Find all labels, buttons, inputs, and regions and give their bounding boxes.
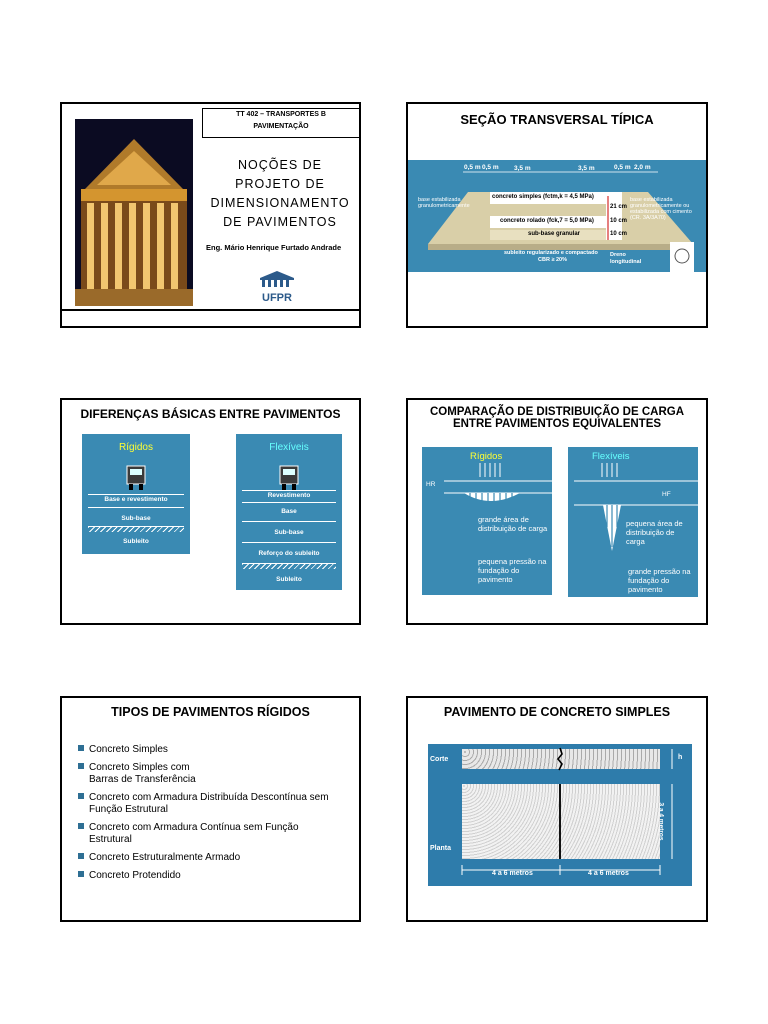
slide2-title: SEÇÃO TRANSVERSAL TÍPICA [460,112,654,127]
planta-label: Planta [430,845,452,852]
dim-5: 0,5 m [614,164,631,171]
flex-load-heading: Flexíveis [592,451,630,462]
rigid-heading: Rígidos [119,442,153,453]
list-item: Concreto Protendido [78,870,181,881]
truck-icon [126,464,146,492]
hr-label: HR [426,481,436,488]
rigid-layer-1: Base e revestimento [104,496,168,503]
rigid-layer-3: Subleito [123,538,149,545]
t2-label: 10 cm [610,218,628,224]
slide3-title: DIFERENÇAS BÁSICAS ENTRE PAVIMENTOS [80,407,341,421]
building-illustration [75,119,193,306]
list-item: Concreto com Armadura Distribuída Descontínua sem Função Estrutural [78,792,329,816]
dim-2: 0,5 m [482,164,499,171]
list-item: Concreto Estruturalmente Armado [78,852,240,863]
flex-load-panel [568,447,698,597]
rigid-load-heading: Rígidos [470,451,503,462]
left-note: base estabilizada granulometricamente [418,197,470,209]
slide4-title: COMPARAÇÃO DE DISTRIBUIÇÃO DE CARGA ENTRE PAVIMENTOS EQUIVALENTES [429,406,685,430]
flex-panel [236,434,342,590]
slide-cross-section [406,102,708,328]
bullet-icon [78,793,84,799]
slide-title [60,102,361,328]
dim-3: 3,5 m [514,165,531,172]
slide-basic-differences [60,398,361,625]
list-item: Concreto Simples [78,744,168,755]
flex-area-text: pequena área de distribuição de carga [626,519,683,546]
cbr-label: CBR ≥ 20% [538,257,567,263]
footer-bar [62,309,359,311]
flex-pressure-text: grande pressão na fundação do pavimento [628,567,691,594]
layer-1-label: concreto simples (fctm,k = 4,5 MPa) [492,194,594,200]
t3-label: 10 cm [610,231,628,237]
corte-label: Corte [430,756,449,763]
hf-label: HF [662,491,671,498]
thickness-label: h [678,754,683,761]
subgrade-hatch [242,563,336,569]
dim-4: 3,5 m [578,165,595,172]
subgrade-hatch [88,526,184,532]
slide5-title: TIPOS DE PAVIMENTOS RÍGIDOS [111,705,310,719]
rigid-panel [82,434,190,554]
layer-2-label: concreto rolado (fck,7 = 5,0 MPa) [500,218,594,224]
bullet-icon [78,823,84,829]
bullet-icon [78,763,84,769]
t1-label: 21 cm [610,204,628,210]
ufpr-logo: UFPR [252,270,302,302]
slide-plain-concrete [406,696,708,922]
bullet-icon [78,853,84,859]
drain-label: Dreno longitudinal [610,252,642,265]
flex-layer-1: Revestimento [267,492,311,499]
bullet-icon [78,871,84,877]
layer-3-label: sub-base granular [528,231,581,237]
concrete-diagram [428,744,692,886]
slide1-title: NOÇÕES DE PROJETO DE DIMENSIONAMENTO DE PAVIMENTOS [210,158,350,229]
author: Eng. Mário Henrique Furtado Andrade [206,243,342,252]
joint-drawing [428,744,692,886]
bullet-icon [78,745,84,751]
rigid-pressure-text: pequena pressão na fundação do pavimento [478,557,547,584]
course-code: TT 402 – TRANSPORTES B [236,111,326,118]
building-logo-icon [252,270,302,288]
list-item: Concreto com Armadura Contínua sem Função Estrutural [78,822,299,846]
rigid-area-text: grande área de distribuição de carga [478,515,548,533]
length-label-1: 4 a 6 metros [492,870,533,877]
subgrade-label: subleito regularizado e compactado [504,250,598,256]
rigid-layer-2: Sub-base [121,515,151,522]
rigid-load-drawing [422,447,552,517]
flex-layer-5: Subleito [276,576,302,583]
slide6-title: PAVIMENTO DE CONCRETO SIMPLES [443,705,671,719]
flex-layer-2: Base [281,508,297,515]
building-photo [75,119,193,306]
width-label: 3 a 4 metros [657,802,665,841]
flex-layer-3: Sub-base [274,529,304,536]
list-item: Concreto Simples com Barras de Transferência [78,762,196,786]
dim-6: 2,0 m [634,164,651,171]
cross-section-diagram [408,160,706,272]
course-module: PAVIMENTAÇÃO [253,123,309,130]
truck-icon [279,464,299,492]
flex-layer-4: Reforço do subleito [258,550,320,557]
course-box [202,108,360,138]
slide-load-distribution [406,398,708,625]
right-note: base estabilizada granulometricamente ou estabilizada com cimento (CR. 3A/3A70) [630,197,692,221]
dim-1: 0,5 m [464,164,481,171]
slide-rigid-types [60,696,361,922]
length-label-2: 4 a 6 metros [588,870,629,877]
flex-heading: Flexíveis [269,442,309,453]
rigid-load-panel [422,447,552,595]
